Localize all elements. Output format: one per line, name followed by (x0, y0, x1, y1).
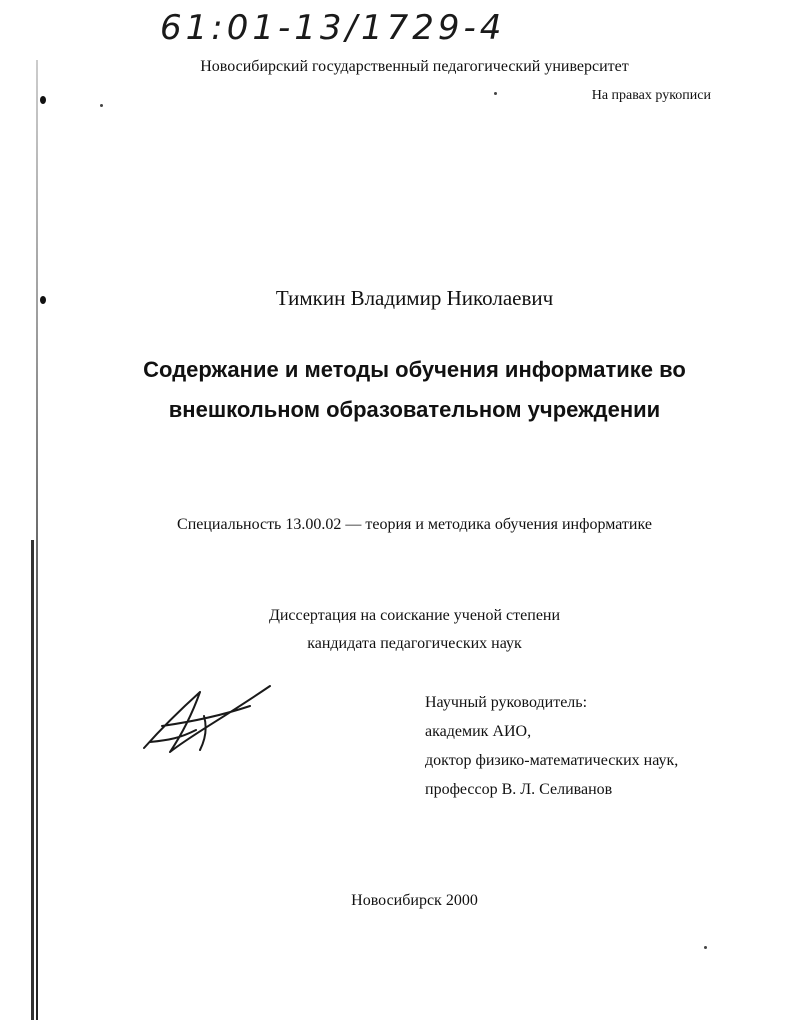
city-and-year: Новосибирск 2000 (351, 892, 478, 909)
scan-dot (494, 92, 497, 95)
university-name: Новосибирский государственный педагогический университет (200, 58, 629, 75)
handwritten-archive-code (160, 8, 520, 63)
manuscript-rights-note: На правах рукописи (591, 88, 711, 103)
scientific-advisor (425, 688, 678, 804)
scan-dot (704, 946, 707, 949)
specialty-line: Специальность 13.00.02 — теория и методика обучения информатике (177, 516, 652, 533)
title-line-1: Содержание и методы обучения информатике во (143, 357, 686, 382)
degree-line-2: кандидата педагогических наук (307, 635, 522, 652)
scan-edge-artifact (36, 60, 38, 1020)
author-name: Тимкин Владимир Николаевич (275, 286, 554, 310)
advisor-line-2: академик АИО, (425, 723, 532, 740)
degree-line-1: Диссертация на соискание ученой степени (268, 607, 561, 624)
dissertation-title (0, 350, 799, 430)
degree-statement (0, 602, 799, 658)
title-line-2: внешкольном образовательном учреждении (168, 397, 661, 422)
archive-code-text: 61:01-13/1729-4 (160, 8, 506, 48)
handwritten-signature (140, 680, 280, 760)
advisor-line-1: Научный руководитель: (425, 694, 588, 711)
scan-mark (40, 96, 46, 104)
scan-dot (100, 104, 103, 107)
advisor-line-4: профессор В. Л. Селиванов (425, 781, 613, 798)
advisor-line-3: доктор физико-математических наук, (425, 752, 679, 769)
